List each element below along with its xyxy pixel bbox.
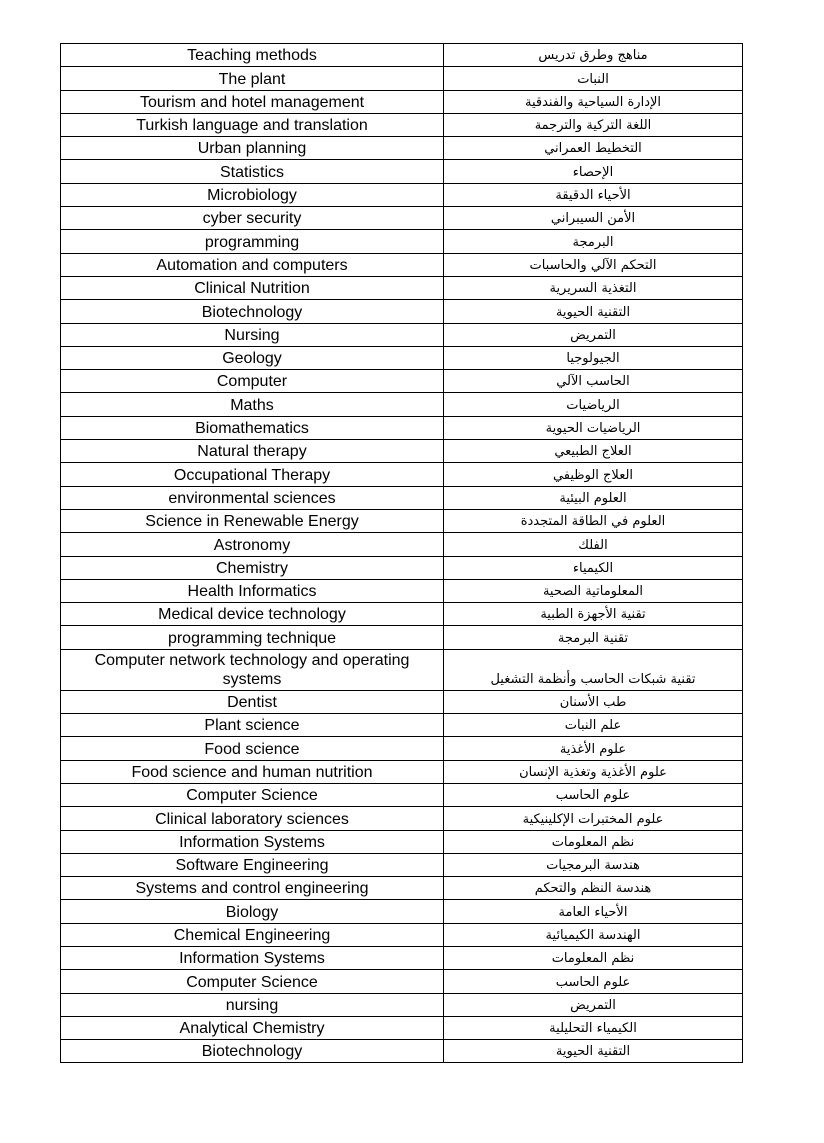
arabic-specialization-cell: التقنية الحيوية	[444, 1040, 743, 1063]
english-specialization-cell: Plant science	[61, 714, 444, 737]
table-row	[61, 649, 743, 690]
arabic-specialization-cell: الهندسة الكيميائية	[444, 923, 743, 946]
english-specialization-cell: Turkish language and translation	[61, 113, 444, 136]
arabic-specialization-cell: علوم الحاسب	[444, 783, 743, 806]
english-specialization-cell: Software Engineering	[61, 853, 444, 876]
table-row	[61, 737, 743, 760]
english-specialization-cell: Computer Science	[61, 783, 444, 806]
table-row	[61, 323, 743, 346]
arabic-specialization-cell: التقنية الحيوية	[444, 300, 743, 323]
arabic-specialization-cell: التحكم الآلي والحاسبات	[444, 253, 743, 276]
table-row	[61, 626, 743, 649]
table-row	[61, 67, 743, 90]
english-specialization-cell: cyber security	[61, 207, 444, 230]
english-specialization-cell: Biomathematics	[61, 416, 444, 439]
table-row	[61, 416, 743, 439]
table-row	[61, 533, 743, 556]
table-row	[61, 207, 743, 230]
table-row	[61, 760, 743, 783]
english-specialization-cell: Food science	[61, 737, 444, 760]
table-row	[61, 90, 743, 113]
english-specialization-cell: Computer Science	[61, 970, 444, 993]
english-specialization-cell: Science in Renewable Energy	[61, 509, 444, 532]
arabic-specialization-cell: نظم المعلومات	[444, 830, 743, 853]
english-specialization-cell: programming technique	[61, 626, 444, 649]
english-specialization-cell: Information Systems	[61, 946, 444, 969]
table-row	[61, 556, 743, 579]
arabic-specialization-cell: الحاسب الآلي	[444, 370, 743, 393]
english-specialization-cell: Occupational Therapy	[61, 463, 444, 486]
table-row	[61, 993, 743, 1016]
arabic-specialization-cell: العلاج الوظيفي	[444, 463, 743, 486]
table-row	[61, 946, 743, 969]
arabic-specialization-cell: الإدارة السياحية والفندقية	[444, 90, 743, 113]
english-specialization-cell: Clinical Nutrition	[61, 276, 444, 299]
table-row	[61, 346, 743, 369]
table-row	[61, 230, 743, 253]
arabic-specialization-cell: الرياضيات الحيوية	[444, 416, 743, 439]
table-row	[61, 853, 743, 876]
arabic-specialization-cell: مناهج وطرق تدريس	[444, 44, 743, 67]
english-specialization-cell: Food science and human nutrition	[61, 760, 444, 783]
english-specialization-cell: Health Informatics	[61, 579, 444, 602]
english-specialization-cell: Clinical laboratory sciences	[61, 807, 444, 830]
english-specialization-cell: Computer network technology and operating systems	[61, 649, 444, 690]
english-specialization-cell: Teaching methods	[61, 44, 444, 67]
english-specialization-cell: Automation and computers	[61, 253, 444, 276]
table-row	[61, 509, 743, 532]
table-row	[61, 970, 743, 993]
english-specialization-cell: Chemistry	[61, 556, 444, 579]
english-specialization-cell: Geology	[61, 346, 444, 369]
arabic-specialization-cell: الأحياء الدقيقة	[444, 183, 743, 206]
english-specialization-cell: Dentist	[61, 690, 444, 713]
english-specialization-cell: Nursing	[61, 323, 444, 346]
table-row	[61, 830, 743, 853]
arabic-specialization-cell: علوم الأغذية	[444, 737, 743, 760]
arabic-specialization-cell: العلاج الطبيعي	[444, 440, 743, 463]
arabic-specialization-cell: علم النبات	[444, 714, 743, 737]
table-body	[61, 44, 743, 1063]
arabic-specialization-cell: الأحياء العامة	[444, 900, 743, 923]
arabic-specialization-cell: النبات	[444, 67, 743, 90]
table-row	[61, 690, 743, 713]
english-specialization-cell: nursing	[61, 993, 444, 1016]
table-row	[61, 160, 743, 183]
table-row	[61, 603, 743, 626]
arabic-specialization-cell: التمريض	[444, 993, 743, 1016]
arabic-specialization-cell: الرياضيات	[444, 393, 743, 416]
english-specialization-cell: Urban planning	[61, 137, 444, 160]
table-row	[61, 783, 743, 806]
english-specialization-cell: Biotechnology	[61, 300, 444, 323]
arabic-specialization-cell: طب الأسنان	[444, 690, 743, 713]
english-specialization-cell: The plant	[61, 67, 444, 90]
table-row	[61, 440, 743, 463]
table-row	[61, 276, 743, 299]
table-row	[61, 579, 743, 602]
arabic-specialization-cell: العلوم في الطاقة المتجددة	[444, 509, 743, 532]
english-specialization-cell: programming	[61, 230, 444, 253]
english-specialization-cell: Microbiology	[61, 183, 444, 206]
english-specialization-cell: Information Systems	[61, 830, 444, 853]
arabic-specialization-cell: اللغة التركية والترجمة	[444, 113, 743, 136]
arabic-specialization-cell: التمريض	[444, 323, 743, 346]
arabic-specialization-cell: تقنية شبكات الحاسب وأنظمة التشغيل	[444, 649, 743, 690]
table-row	[61, 137, 743, 160]
arabic-specialization-cell: هندسة النظم والتحكم	[444, 877, 743, 900]
table-row	[61, 486, 743, 509]
arabic-specialization-cell: هندسة البرمجيات	[444, 853, 743, 876]
arabic-specialization-cell: الكيمياء التحليلية	[444, 1016, 743, 1039]
arabic-specialization-cell: التغذية السريرية	[444, 276, 743, 299]
english-specialization-cell: Astronomy	[61, 533, 444, 556]
table-row	[61, 714, 743, 737]
english-specialization-cell: Maths	[61, 393, 444, 416]
table-row	[61, 370, 743, 393]
table-row	[61, 923, 743, 946]
table-row	[61, 1040, 743, 1063]
table-row	[61, 393, 743, 416]
arabic-specialization-cell: علوم المختبرات الإكلينيكية	[444, 807, 743, 830]
arabic-specialization-cell: الكيمياء	[444, 556, 743, 579]
english-specialization-cell: Natural therapy	[61, 440, 444, 463]
arabic-specialization-cell: الإحصاء	[444, 160, 743, 183]
arabic-specialization-cell: نظم المعلومات	[444, 946, 743, 969]
arabic-specialization-cell: علوم الأغذية وتغذية الإنسان	[444, 760, 743, 783]
specialization-table	[60, 43, 743, 1063]
table-row	[61, 183, 743, 206]
arabic-specialization-cell: العلوم البيئية	[444, 486, 743, 509]
arabic-specialization-cell: المعلوماتية الصحية	[444, 579, 743, 602]
table-row	[61, 900, 743, 923]
table-row	[61, 1016, 743, 1039]
english-specialization-cell: environmental sciences	[61, 486, 444, 509]
table-row	[61, 300, 743, 323]
table-row	[61, 463, 743, 486]
english-specialization-cell: Computer	[61, 370, 444, 393]
english-specialization-cell: Systems and control engineering	[61, 877, 444, 900]
table-row	[61, 44, 743, 67]
arabic-specialization-cell: الأمن السيبراني	[444, 207, 743, 230]
english-specialization-cell: Tourism and hotel management	[61, 90, 444, 113]
arabic-specialization-cell: علوم الحاسب	[444, 970, 743, 993]
table-row	[61, 807, 743, 830]
english-specialization-cell: Biology	[61, 900, 444, 923]
english-specialization-cell: Statistics	[61, 160, 444, 183]
arabic-specialization-cell: تقنية الأجهزة الطبية	[444, 603, 743, 626]
table-row	[61, 253, 743, 276]
arabic-specialization-cell: الفلك	[444, 533, 743, 556]
english-specialization-cell: Analytical Chemistry	[61, 1016, 444, 1039]
arabic-specialization-cell: التخطيط العمراني	[444, 137, 743, 160]
table-row	[61, 113, 743, 136]
english-specialization-cell: Biotechnology	[61, 1040, 444, 1063]
arabic-specialization-cell: البرمجة	[444, 230, 743, 253]
english-specialization-cell: Chemical Engineering	[61, 923, 444, 946]
english-specialization-cell: Medical device technology	[61, 603, 444, 626]
arabic-specialization-cell: تقنية البرمجة	[444, 626, 743, 649]
table-row	[61, 877, 743, 900]
arabic-specialization-cell: الجيولوجيا	[444, 346, 743, 369]
